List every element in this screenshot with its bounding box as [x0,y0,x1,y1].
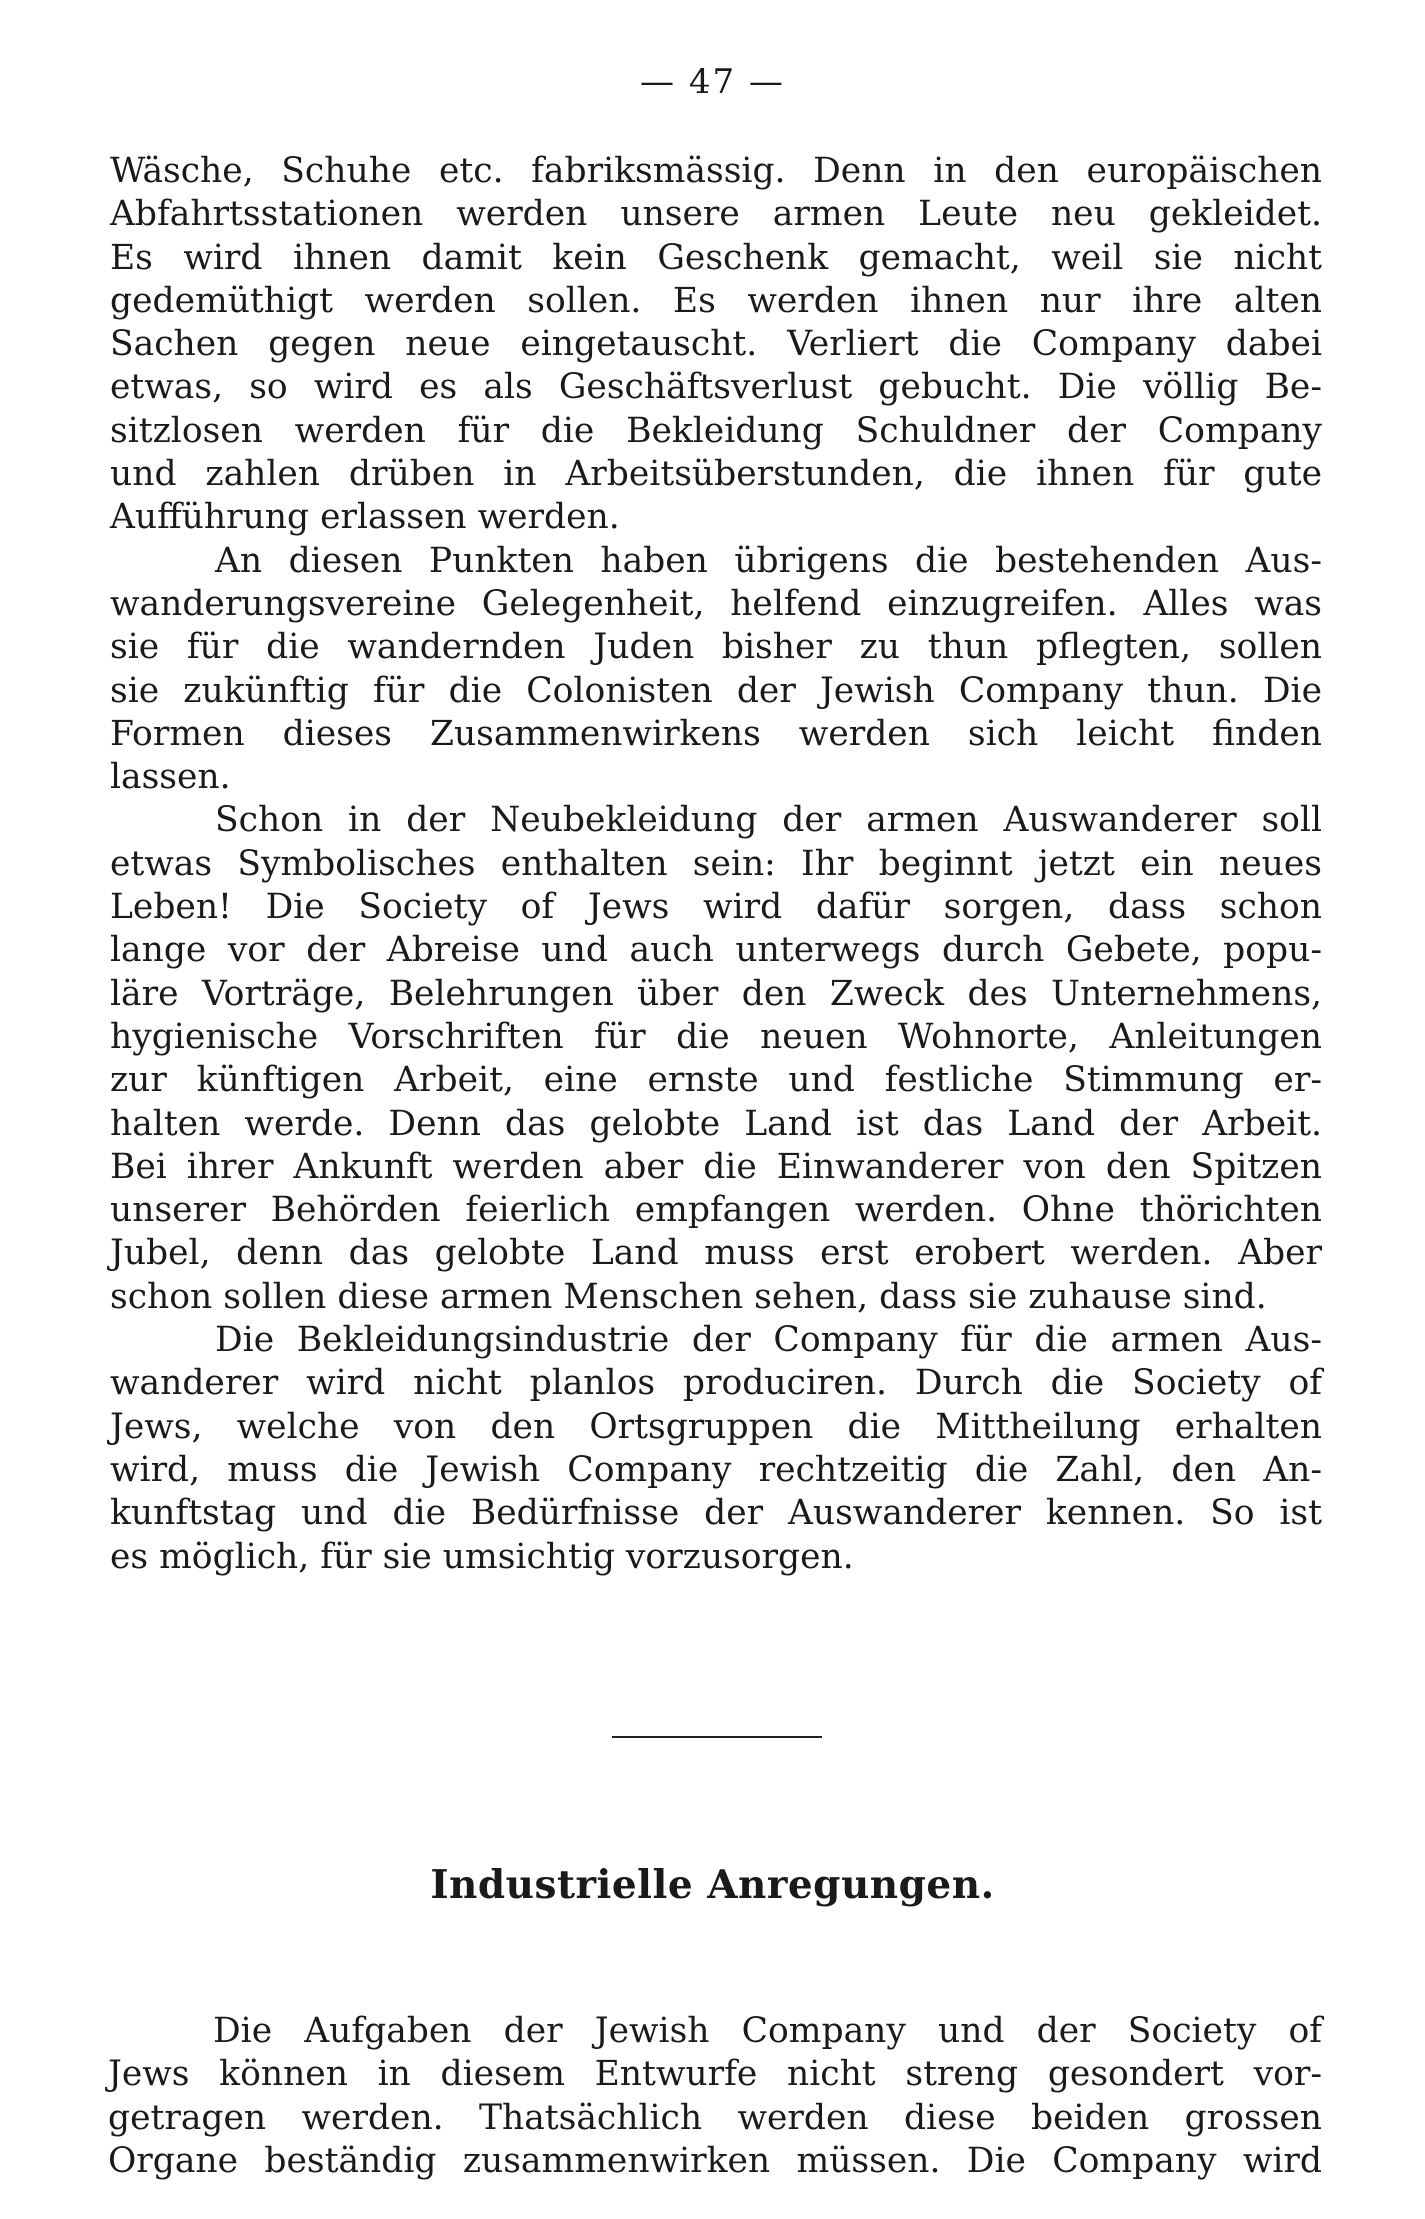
text-line: Bei ihrer Ankunft werden aber die Einwanderer von den Spitzen [110,1146,1322,1187]
text-line: Wäsche, Schuhe etc. fabriksmässig. Denn in den europäischen [110,151,1322,191]
text-line: wird, muss die Jewish Company rechtzeitig die Zahl, den An- [110,1449,1322,1490]
text-line: kunftstag und die Bedürfnisse der Auswanderer kennen. So ist [110,1493,1322,1534]
text-line: unserer Behörden feierlich empfangen werden. Ohne thörichten [110,1190,1322,1231]
text-line: gedemüthigt werden sollen. Es werden ihnen nur ihre alten [110,280,1322,321]
section-divider [612,1736,822,1738]
text-line: sitzlosen werden für die Bekleidung Schuldner der Company [110,410,1322,451]
text-line: wanderungsvereine Gelegenheit, helfend einzugreifen. Alles was [110,583,1322,624]
text-line: zur künftigen Arbeit, eine ernste und festliche Stimmung er- [110,1060,1322,1101]
text-line: sie für die wandernden Juden bisher zu thun pflegten, sollen [110,627,1322,668]
text-line: Schon in der Neubekleidung der armen Auswanderer soll [215,800,1322,841]
text-line: Die Bekleidungsindustrie der Company für die armen Aus- [215,1320,1322,1361]
text-line: Jews können in diesem Entwurfe nicht streng gesondert vor- [108,2054,1322,2095]
text-line: getragen werden. Thatsächlich werden diese beiden grossen [108,2097,1322,2138]
text-line: es möglich, für sie umsichtig vorzusorgen. [110,1536,854,1577]
text-line: Aufführung erlassen werden. [110,497,620,538]
main-text-block [110,150,1322,1579]
text-line: läre Vorträge, Belehrungen über den Zweck des Unternehmens, [110,973,1322,1014]
text-line: Abfahrtsstationen werden unsere armen Leute neu gekleidet. [110,194,1322,235]
text-line: wanderer wird nicht planlos produciren. Durch die Society of [110,1363,1322,1404]
text-line: Leben! Die Society of Jews wird dafür sorgen, dass schon [110,887,1322,928]
text-line: etwas, so wird es als Geschäftsverlust gebucht. Die völlig Be- [110,367,1322,408]
text-line: Jews, welche von den Ortsgruppen die Mittheilung erhalten [110,1406,1322,1447]
section-text-block [108,2010,1322,2183]
text-line: Die Aufgaben der Jewish Company und der Society of [213,2011,1322,2051]
text-line: halten werde. Denn das gelobte Land ist das Land der Arbeit. [110,1103,1322,1144]
text-line: etwas Symbolisches enthalten sein: Ihr beginnt jetzt ein neues [110,843,1322,884]
text-line: An diesen Punkten haben übrigens die bestehenden Aus- [215,540,1322,581]
text-line: hygienische Vorschriften für die neuen Wohnorte, Anleitungen [110,1016,1322,1057]
text-line: Formen dieses Zusammenwirkens werden sich leicht finden [110,713,1322,754]
text-line: schon sollen diese armen Menschen sehen, dass sie zuhause sind. [110,1276,1267,1317]
page-number: — 47 — [640,62,785,102]
text-line: Jubel, denn das gelobte Land muss erst erobert werden. Aber [110,1233,1322,1274]
text-line: Organe beständig zusammenwirken müssen. Die Company wird [108,2140,1322,2181]
text-line: lange vor der Abreise und auch unterwegs durch Gebete, popu- [110,930,1322,971]
text-line: Sachen gegen neue eingetauscht. Verliert die Company dabei [110,324,1322,365]
text-line: sie zukünftig für die Colonisten der Jewish Company thun. Die [110,670,1322,711]
section-heading: Industrielle Anregungen. [430,1862,995,1908]
text-line: und zahlen drüben in Arbeitsüberstunden, die ihnen für gute [110,454,1322,495]
text-line: lassen. [110,757,231,798]
text-line: Es wird ihnen damit kein Geschenk gemacht, weil sie nicht [110,237,1322,278]
